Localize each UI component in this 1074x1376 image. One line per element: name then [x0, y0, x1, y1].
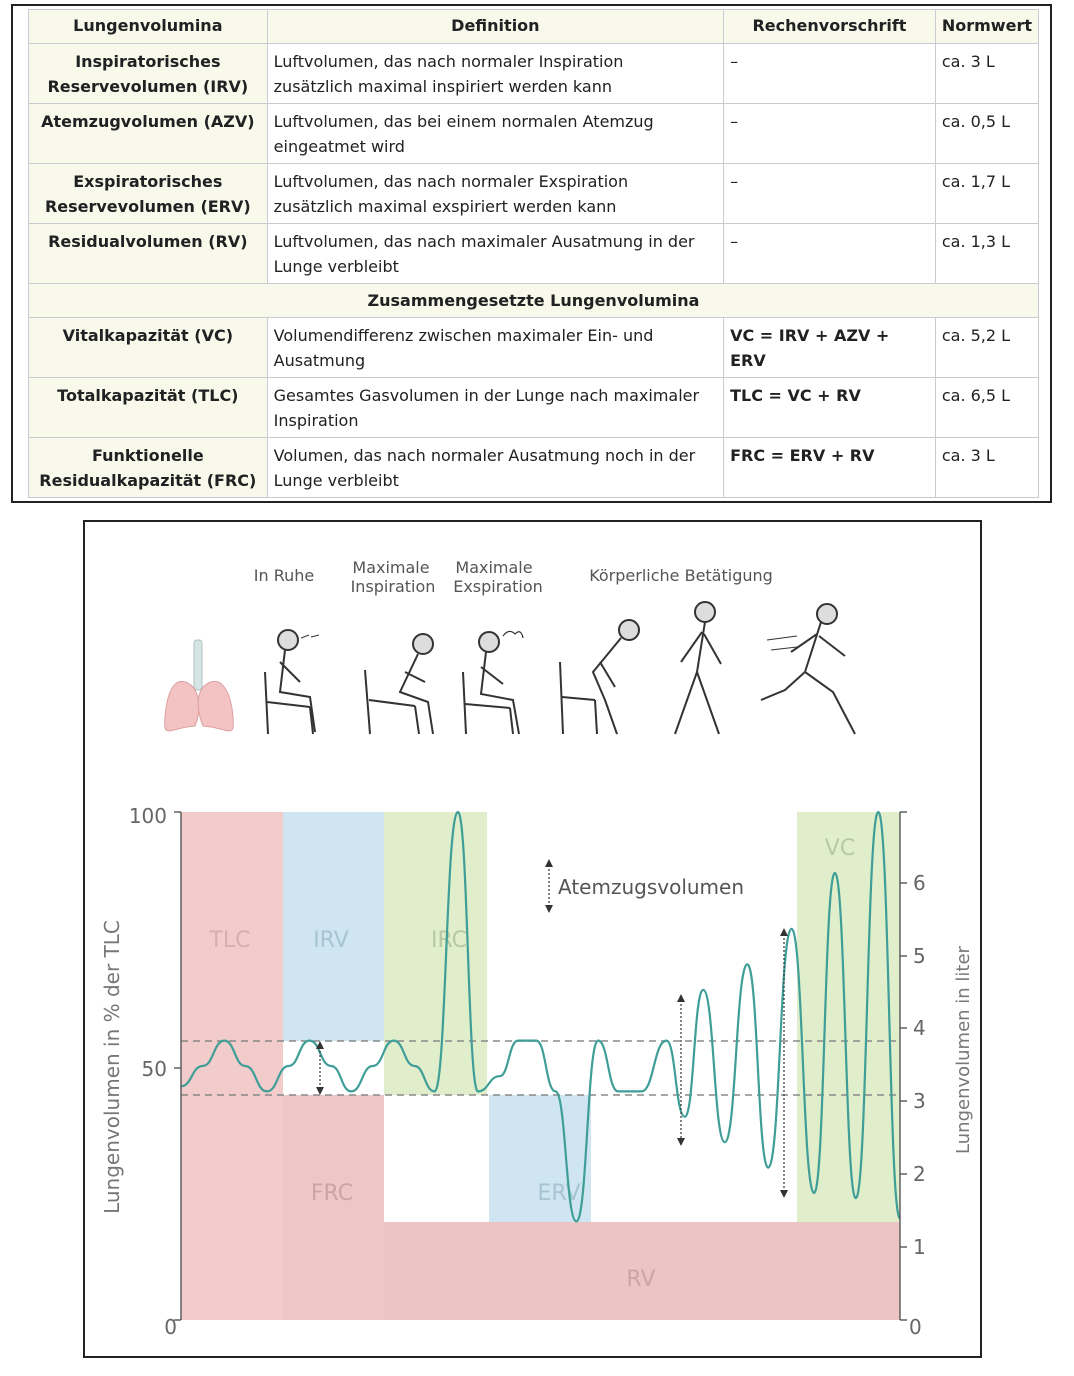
activity-label-max-exsp-2: Exspiration [453, 577, 543, 596]
right-tick-3: 3 [913, 1089, 926, 1113]
region-label-frc: FRC [310, 1181, 354, 1206]
table-row [29, 438, 1039, 498]
header-definition: Definition [267, 10, 723, 44]
lung-volumes-table [28, 9, 1039, 498]
sitting-person-rest-icon [265, 630, 319, 734]
subheader-zusammengesetzte: Zusammengesetzte Lungenvolumina [29, 284, 1039, 318]
table-header-row [29, 10, 1039, 44]
row-name-frc: Funktionelle Residualkapazität (FRC) [29, 438, 268, 498]
legend-tidal-arrow [545, 859, 553, 913]
row-formula: – [724, 164, 936, 224]
y-axis-right-label: Lungenvolumen in liter [953, 946, 974, 1154]
sitting-person-max-insp-icon [365, 634, 433, 734]
sitting-person-max-exsp-icon [463, 631, 523, 734]
lung-volume-figure [83, 520, 982, 1358]
right-tick-6: 6 [913, 871, 926, 895]
row-formula: – [724, 224, 936, 284]
region-label-irc: IRC [430, 928, 468, 953]
row-formula: FRC = ERV + RV [724, 438, 936, 498]
legend-tidal-label: Atemzugsvolumen [558, 875, 745, 899]
header-rechenvorschrift: Rechenvorschrift [724, 10, 936, 44]
row-name-erv: Exspiratorisches Reservevolumen (ERV) [29, 164, 268, 224]
right-tick-2: 2 [913, 1162, 926, 1186]
row-definition: Luftvolumen, das bei einem normalen Atemzug eingeatmet wird [267, 104, 723, 164]
table-row [29, 44, 1039, 104]
lungs-illustration [165, 640, 234, 731]
exercise-arrow-1 [677, 994, 685, 1146]
row-definition: Volumendifferenz zwischen maximaler Ein- und Ausatmung [267, 318, 723, 378]
row-value: ca. 3 L [935, 44, 1038, 104]
activity-label-max-exsp-1: Maximale [455, 558, 533, 577]
left-axis [174, 812, 181, 1320]
row-definition: Luftvolumen, das nach normaler Inspiration zusätzlich maximal inspiriert werden kann [267, 44, 723, 104]
row-definition: Volumen, das nach normaler Ausatmung noch in der Lunge verbleibt [267, 438, 723, 498]
lung-volume-chart [85, 522, 980, 1356]
region-label-rv: RV [626, 1267, 656, 1292]
row-formula: VC = IRV + AZV + ERV [724, 318, 936, 378]
row-formula: – [724, 44, 936, 104]
right-tick-1: 1 [913, 1235, 926, 1259]
row-definition: Luftvolumen, das nach maximaler Ausatmung in der Lunge verbleibt [267, 224, 723, 284]
row-value: ca. 6,5 L [935, 378, 1038, 438]
left-tick-50: 50 [141, 1057, 167, 1081]
running-person-icon [761, 604, 855, 734]
table-row [29, 378, 1039, 438]
row-value: ca. 1,3 L [935, 224, 1038, 284]
table-row [29, 164, 1039, 224]
region-label-tlc: TLC [209, 928, 251, 953]
header-lungenvolumina: Lungenvolumina [29, 10, 268, 44]
walking-person-icon [675, 602, 721, 734]
row-name-rv: Residualvolumen (RV) [29, 224, 268, 284]
region-irv-bg [283, 812, 384, 1041]
left-tick-100: 100 [128, 804, 167, 828]
region-label-irv: IRV [313, 928, 349, 953]
right-tick-4: 4 [913, 1016, 926, 1040]
row-name-irv: Inspiratorisches Reservevolumen (IRV) [29, 44, 268, 104]
row-definition: Luftvolumen, das nach normaler Exspiration zusätzlich maximal exspiriert werden kann [267, 164, 723, 224]
activity-label-max-insp-2: Inspiration [350, 577, 436, 596]
right-axis [900, 812, 907, 1320]
header-normwert: Normwert [935, 10, 1038, 44]
row-value: ca. 3 L [935, 438, 1038, 498]
row-definition: Gesamtes Gasvolumen in der Lunge nach maximaler Inspiration [267, 378, 723, 438]
row-value: ca. 1,7 L [935, 164, 1038, 224]
row-formula: – [724, 104, 936, 164]
region-label-vc: VC [824, 836, 856, 861]
standing-up-person-icon [560, 620, 639, 734]
row-value: ca. 0,5 L [935, 104, 1038, 164]
activity-label-max-insp-1: Maximale [352, 558, 430, 577]
right-tick-5: 5 [913, 944, 926, 968]
row-name-vc: Vitalkapazität (VC) [29, 318, 268, 378]
activity-label-rest: In Ruhe [253, 566, 315, 585]
table-frame [11, 4, 1052, 503]
left-tick-0: 0 [164, 1315, 177, 1339]
row-name-tlc: Totalkapazität (TLC) [29, 378, 268, 438]
table-subheader-row [29, 284, 1039, 318]
row-formula: TLC = VC + RV [724, 378, 936, 438]
right-tick-0: 0 [909, 1315, 922, 1339]
activity-label-exercise: Körperliche Betätigung [589, 566, 773, 585]
table-row [29, 224, 1039, 284]
y-axis-left-label: Lungenvolumen in % der TLC [100, 920, 124, 1214]
row-name-azv: Atemzugvolumen (AZV) [29, 104, 268, 164]
region-frc-bg [283, 1095, 384, 1320]
region-label-erv: ERV [537, 1181, 581, 1206]
table-row [29, 318, 1039, 378]
row-value: ca. 5,2 L [935, 318, 1038, 378]
region-tlc-bg [181, 812, 283, 1320]
table-row [29, 104, 1039, 164]
